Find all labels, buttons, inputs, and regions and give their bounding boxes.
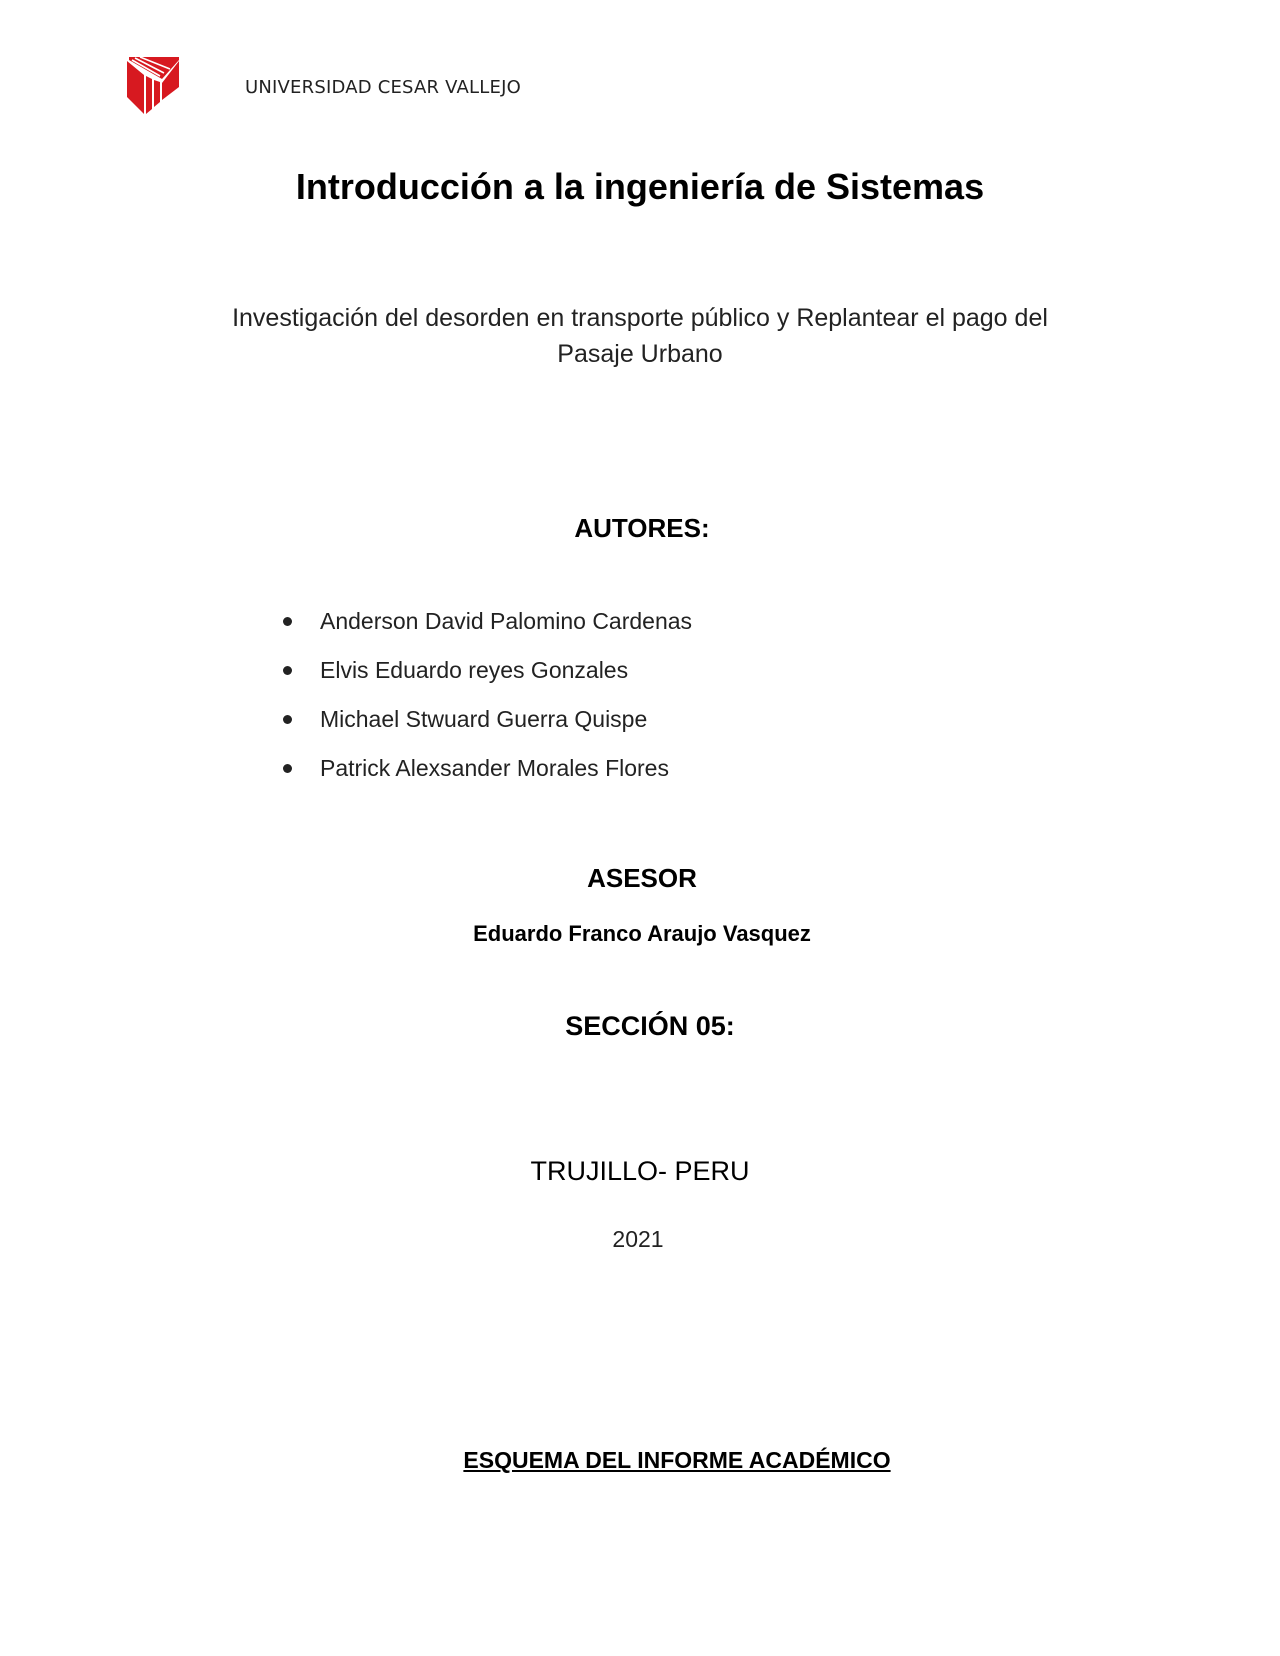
advisor-heading: ASESOR bbox=[587, 863, 697, 893]
document-title: Introducción a la ingeniería de Sistemas bbox=[295, 166, 985, 207]
author-item bbox=[283, 606, 692, 655]
author-item bbox=[283, 704, 692, 753]
section-label: SECCIÓN 05: bbox=[565, 1011, 735, 1041]
author-item bbox=[283, 655, 692, 704]
bullet-icon bbox=[283, 764, 292, 773]
year: 2021 bbox=[612, 1226, 664, 1252]
author-item bbox=[283, 753, 692, 802]
author-name: Michael Stwuard Guerra Quispe bbox=[320, 706, 648, 732]
authors-heading: AUTORES: bbox=[574, 513, 710, 543]
report-outline-heading: ESQUEMA DEL INFORME ACADÉMICO bbox=[463, 1447, 891, 1473]
author-name: Anderson David Palomino Cardenas bbox=[320, 608, 693, 634]
university-logo bbox=[126, 57, 180, 114]
bullet-icon bbox=[283, 617, 292, 626]
advisor-name: Eduardo Franco Araujo Vasquez bbox=[473, 921, 811, 946]
subtitle-line-2: Pasaje Urbano bbox=[557, 340, 723, 368]
bullet-icon bbox=[283, 715, 292, 724]
author-name: Patrick Alexsander Morales Flores bbox=[320, 755, 669, 781]
subtitle-line-1: Investigación del desorden en transporte público y Replantear el pago del bbox=[232, 304, 1048, 332]
author-name: Elvis Eduardo reyes Gonzales bbox=[320, 657, 629, 683]
authors-list bbox=[283, 606, 692, 802]
university-name: UNIVERSIDAD CESAR VALLEJO bbox=[245, 77, 521, 98]
bullet-icon bbox=[283, 666, 292, 675]
location: TRUJILLO- PERU bbox=[530, 1156, 750, 1186]
